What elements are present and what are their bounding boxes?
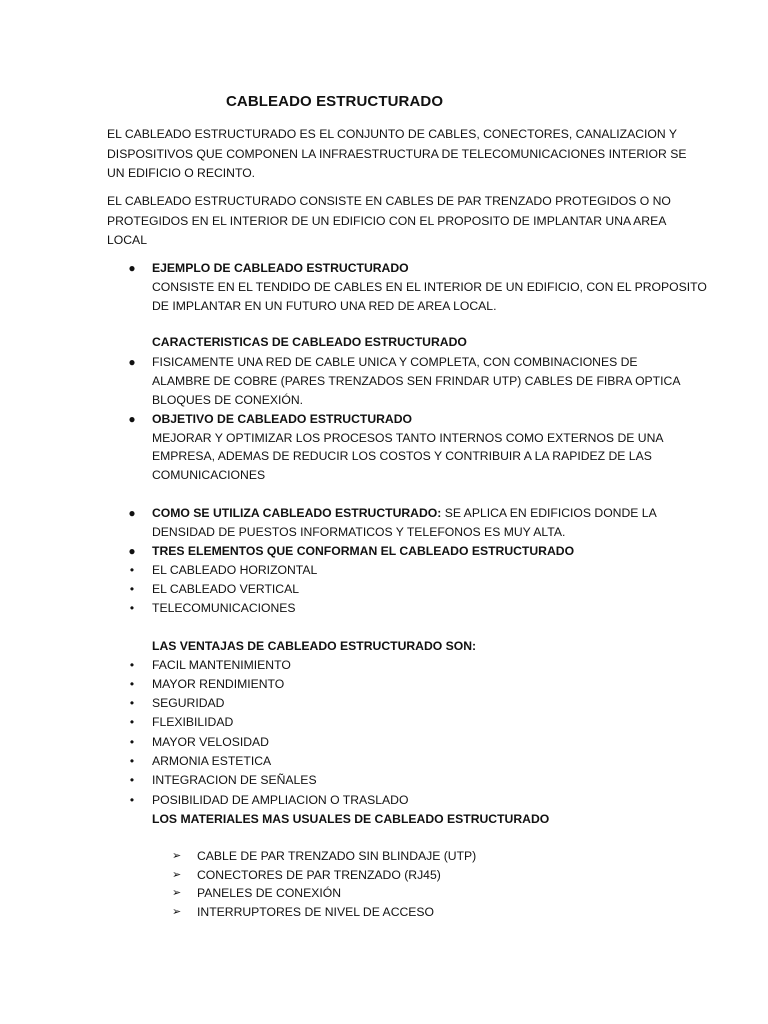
section-heading-como: COMO SE UTILIZA CABLEADO ESTRUCTURADO:: [152, 506, 442, 520]
bullet-icon: •: [129, 754, 135, 768]
section-heading-tres: TRES ELEMENTOS QUE CONFORMAN EL CABLEADO ESTRUCTURADO: [152, 544, 575, 558]
intro-1-line: DISPOSITIVOS QUE COMPONEN LA INFRAESTRUCTURA DE TELECOMUNICACIONES INTERIOR SE: [107, 146, 687, 161]
bullet-icon: •: [129, 793, 135, 807]
bullet-icon: •: [129, 735, 135, 749]
objetivo-line: COMUNICACIONES: [152, 468, 266, 482]
bullet-icon: •: [129, 582, 135, 596]
list-item: EL CABLEADO HORIZONTAL: [152, 563, 318, 577]
list-item: CABLE DE PAR TRENZADO SIN BLINDAJE (UTP): [197, 849, 477, 863]
list-item: CONECTORES DE PAR TRENZADO (RJ45): [197, 868, 441, 882]
caracteristicas-line: BLOQUES DE CONEXIÓN.: [152, 393, 304, 407]
bullet-icon: ●: [128, 261, 136, 275]
intro-1-line: UN EDIFICIO O RECINTO.: [107, 166, 256, 180]
caracteristicas-line: FISICAMENTE UNA RED DE CABLE UNICA Y COMPLETA, CON COMBINACIONES DE: [152, 355, 638, 369]
intro-2-line: EL CABLEADO ESTRUCTURADO CONSISTE EN CABLES DE PAR TRENZADO PROTEGIDOS O NO: [107, 194, 671, 208]
bullet-icon: •: [129, 773, 135, 787]
bullet-icon: •: [129, 696, 135, 710]
list-item: INTERRUPTORES DE NIVEL DE ACCESO: [197, 905, 435, 919]
section-heading-objetivo: OBJETIVO DE CABLEADO ESTRUCTURADO: [152, 412, 413, 426]
section-heading-ejemplo: EJEMPLO DE CABLEADO ESTRUCTURADO: [152, 261, 409, 275]
bullet-icon: ●: [128, 506, 136, 520]
como-line-2: DENSIDAD DE PUESTOS INFORMATICOS Y TELEFONOS ES MUY ALTA.: [152, 525, 566, 539]
list-item: PANELES DE CONEXIÓN: [197, 886, 342, 900]
list-item: INTEGRACION DE SEÑALES: [152, 773, 317, 787]
arrow-bullet-icon: ➢: [172, 887, 182, 899]
bullet-icon: ●: [128, 355, 136, 369]
objetivo-line: EMPRESA, ADEMAS DE REDUCIR LOS COSTOS Y CONTRIBUIR A LA RAPIDEZ DE LAS: [152, 449, 652, 463]
arrow-bullet-icon: ➢: [172, 906, 182, 918]
list-item: ARMONIA ESTETICA: [152, 754, 272, 768]
section-heading-materiales: LOS MATERIALES MAS USUALES DE CABLEADO ESTRUCTURADO: [152, 812, 550, 826]
bullet-icon: ●: [128, 412, 136, 426]
list-item: MAYOR VELOSIDAD: [152, 735, 269, 749]
list-item: FACIL MANTENIMIENTO: [152, 658, 291, 672]
caracteristicas-line: ALAMBRE DE COBRE (PARES TRENZADOS SEN FRINDAR UTP) CABLES DE FIBRA OPTICA: [152, 374, 681, 388]
list-item: SEGURIDAD: [152, 696, 225, 710]
bullet-icon: •: [129, 677, 135, 691]
intro-2-line: LOCAL: [107, 233, 147, 247]
list-item: TELECOMUNICACIONES: [152, 601, 296, 615]
como-line-1-text: SE APLICA EN EDIFICIOS DONDE LA: [441, 506, 657, 520]
list-item: POSIBILIDAD DE AMPLIACION O TRASLADO: [152, 793, 409, 807]
como-line-1: [152, 504, 657, 523]
bullet-icon: ●: [128, 544, 136, 558]
document-title: CABLEADO ESTRUCTURADO: [226, 93, 444, 110]
section-heading-caracteristicas: CARACTERISTICAS DE CABLEADO ESTRUCTURADO: [152, 335, 467, 349]
list-item: EL CABLEADO VERTICAL: [152, 582, 299, 596]
list-item: FLEXIBILIDAD: [152, 715, 234, 729]
intro-1-line: EL CABLEADO ESTRUCTURADO ES EL CONJUNTO DE CABLES, CONECTORES, CANALIZACION Y: [107, 127, 678, 141]
bullet-icon: •: [129, 715, 135, 729]
objetivo-line: MEJORAR Y OPTIMIZAR LOS PROCESOS TANTO INTERNOS COMO EXTERNOS DE UNA: [152, 431, 664, 445]
ejemplo-line: CONSISTE EN EL TENDIDO DE CABLES EN EL INTERIOR DE UN EDIFICIO, CON EL PROPOSITO: [152, 280, 707, 294]
arrow-bullet-icon: ➢: [172, 850, 182, 862]
bullet-icon: •: [129, 563, 135, 577]
section-heading-ventajas: LAS VENTAJAS DE CABLEADO ESTRUCTURADO SON:: [152, 639, 477, 653]
list-item: MAYOR RENDIMIENTO: [152, 677, 285, 691]
bullet-icon: •: [129, 601, 135, 615]
ejemplo-line: DE IMPLANTAR EN UN FUTURO UNA RED DE AREA LOCAL.: [152, 299, 497, 313]
intro-2-line: PROTEGIDOS EN EL INTERIOR DE UN EDIFICIO CON EL PROPOSITO DE IMPLANTAR UNA AREA: [107, 213, 667, 228]
arrow-bullet-icon: ➢: [172, 869, 182, 881]
bullet-icon: •: [129, 658, 135, 672]
